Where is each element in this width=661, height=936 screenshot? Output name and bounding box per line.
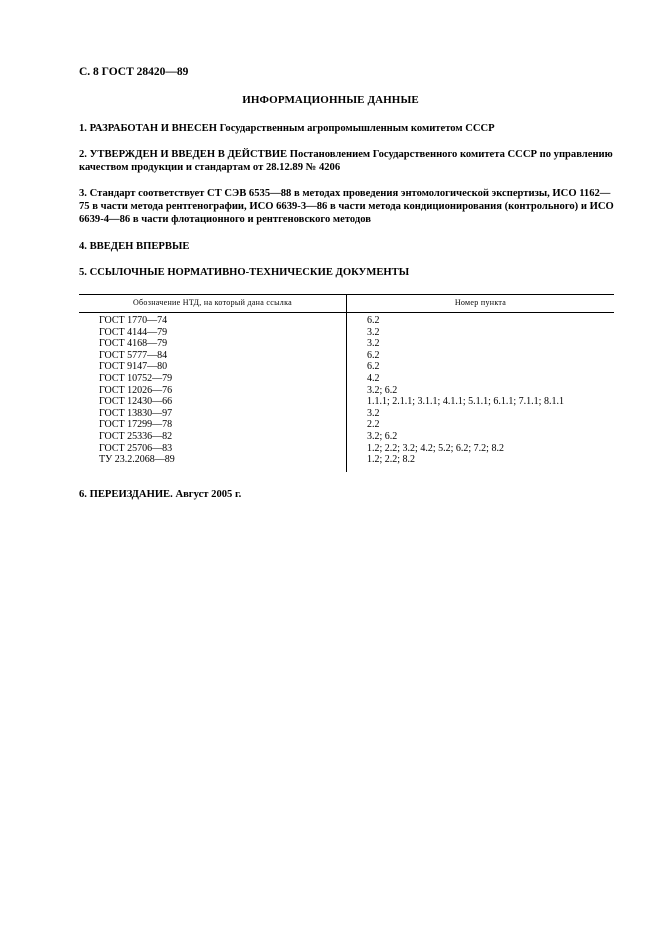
item-lead: ССЫЛОЧНЫЕ НОРМАТИВНО-ТЕХНИЧЕСКИЕ ДОКУМЕНТЫ: [89, 267, 410, 278]
document-cell: ГОСТ 25706—83: [99, 442, 173, 454]
item-number: 6.: [79, 489, 87, 500]
clause-cell: 3.2; 6.2: [367, 384, 398, 396]
clause-cell: 1.2; 2.2; 8.2: [367, 454, 416, 466]
document-cell: ГОСТ 13830—97: [99, 407, 173, 419]
document-cell: ТУ 23.2.2068—89: [99, 454, 175, 466]
clause-cell: 3.2: [367, 407, 380, 419]
table-row: [79, 327, 614, 339]
item-number: 1.: [79, 123, 87, 134]
item-lead: ВВЕДЕН ВПЕРВЫЕ: [89, 241, 190, 252]
clause-cell: 6.2: [367, 349, 380, 361]
document-cell: ГОСТ 25336—82: [99, 430, 173, 442]
item-text: Август 2005 г.: [175, 489, 242, 500]
table-row: [79, 431, 614, 443]
table-row: [79, 385, 614, 397]
table-row: [79, 361, 614, 373]
clause-cell: 1.2; 2.2; 3.2; 4.2; 5.2; 6.2; 7.2; 8.2: [367, 442, 504, 454]
document-cell: ГОСТ 1770—74: [99, 315, 168, 326]
item-number: 5.: [79, 267, 87, 278]
table-header-document: Обозначение НТД, на который дана ссылка: [132, 298, 293, 307]
table-header-clause: Номер пункта: [454, 298, 507, 307]
document-cell: ГОСТ 4144—79: [99, 326, 168, 338]
clause-cell: 2.2: [367, 419, 380, 431]
table-row: [79, 443, 614, 455]
clause-cell: 6.2: [367, 361, 380, 373]
document-cell: ГОСТ 12026—76: [99, 384, 173, 396]
clause-cell: 3.2: [367, 338, 380, 350]
table-row: [79, 454, 614, 466]
table-row: [79, 419, 614, 431]
table-row: [79, 350, 614, 362]
document-cell: ГОСТ 4168—79: [99, 338, 168, 350]
item-lead: РАЗРАБОТАН И ВНЕСЕН: [89, 123, 217, 134]
document-cell: ГОСТ 12430—66: [99, 396, 173, 408]
info-item-approved: [79, 148, 619, 174]
clause-cell: 3.2; 6.2: [367, 430, 398, 442]
page-header: С. 8 ГОСТ 28420—89: [79, 66, 189, 78]
item-lead: ПЕРЕИЗДАНИЕ.: [89, 489, 173, 500]
info-item-first-introduced: [79, 240, 619, 253]
table-row: [79, 408, 614, 420]
clause-cell: 6.2: [367, 315, 380, 326]
document-cell: ГОСТ 9147—80: [99, 361, 168, 373]
table-row: [79, 315, 614, 327]
info-item-developed: [79, 122, 619, 135]
table-row: [79, 373, 614, 385]
item-lead: УТВЕРЖДЕН И ВВЕДЕН В ДЕЙСТВИЕ: [89, 149, 288, 160]
item-text: Государственным агропромышленным комитетом СССР: [219, 123, 495, 134]
table-row: [79, 396, 614, 408]
document-cell: ГОСТ 5777—84: [99, 349, 168, 361]
item-text: Стандарт соответствует СТ СЭВ 6535—88 в методах проведения энтомологической экспертизы, ИСО 1162—75 в части метода рентгенографии, ИСО 6639-3—86 в части метода кондиционирования (контрольного) и ИСО 6639-4—86 в части флотационного и рентгеновского методов: [79, 188, 614, 225]
document-title: ИНФОРМАЦИОННЫЕ ДАННЫЕ: [242, 94, 419, 106]
document-cell: ГОСТ 17299—78: [99, 419, 173, 431]
clause-cell: 3.2: [367, 326, 380, 338]
info-item-reissue: [79, 488, 619, 501]
item-text: Постановлением Государственного комитета СССР по управлению качеством продукции и стандартам от 28.12.89 № 4206: [79, 149, 613, 173]
item-number: 4.: [79, 241, 87, 252]
clause-cell: 1.1.1; 2.1.1; 3.1.1; 4.1.1; 5.1.1; 6.1.1; 7.1.1; 8.1.1: [367, 396, 564, 408]
document-cell: ГОСТ 10752—79: [99, 372, 173, 384]
reference-documents-table: [79, 294, 614, 472]
clause-cell: 4.2: [367, 372, 380, 384]
info-item-conformity: [79, 187, 619, 226]
item-number: 2.: [79, 149, 87, 160]
item-number: 3.: [79, 188, 87, 199]
table-row: [79, 338, 614, 350]
info-item-reference-docs: [79, 266, 619, 279]
table-body: [79, 315, 614, 466]
